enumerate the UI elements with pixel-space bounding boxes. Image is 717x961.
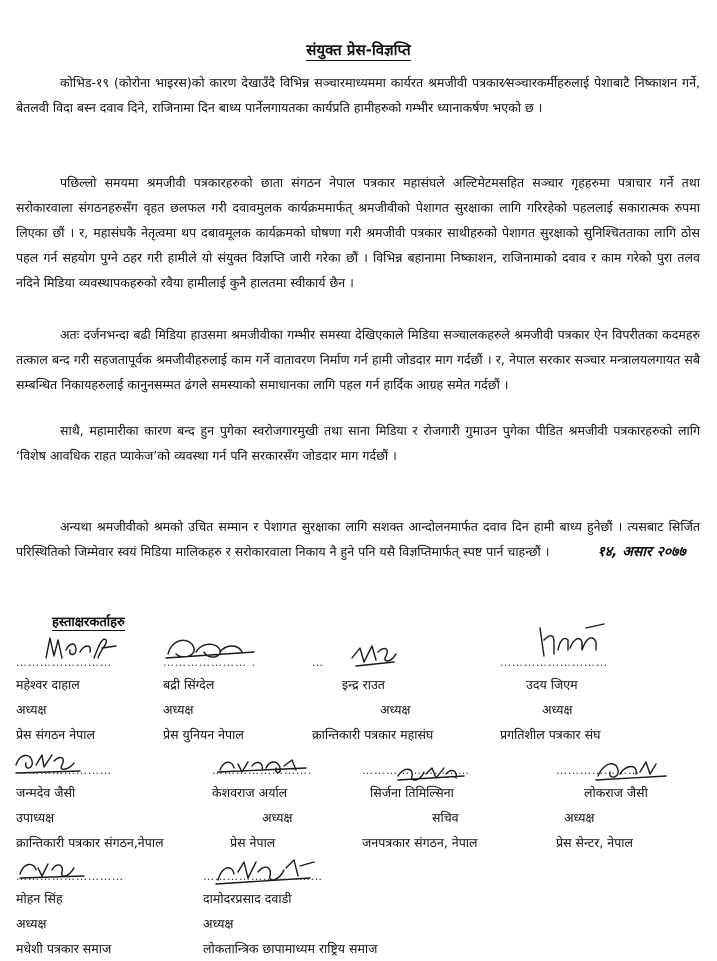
signature-line: …………………….: [212, 764, 313, 777]
signatory-9: [16, 868, 124, 961]
signatory-10: [203, 868, 377, 961]
signatory-role: अध्यक्ष: [203, 916, 234, 931]
signatory-name: लोकराज जैसी: [584, 785, 648, 800]
signatory-org: जनपत्रकार संगठन, नेपाल: [362, 835, 478, 850]
document-date: १४, असार २०७७: [597, 544, 686, 560]
signature-line: …………………: [556, 764, 640, 777]
signatory-3: [312, 654, 433, 747]
signature-line: ………………………: [16, 870, 124, 883]
signatories-heading-text: हस्ताक्षरकर्ताहरु: [52, 615, 125, 630]
signatory-org: क्रान्तिकारी पत्रकार महासंघ: [312, 727, 434, 742]
signatory-role: अध्यक्ष: [542, 702, 573, 717]
signatory-role: अध्यक्ष: [262, 810, 293, 825]
signatory-role: अध्यक्ष: [16, 916, 47, 931]
signatory-role: उपाध्यक्ष: [16, 810, 55, 825]
signatory-2: [163, 654, 256, 747]
signatory-5: [16, 762, 164, 855]
paragraph-2: पछिल्लो समयमा श्रमजीवी पत्रकारहरुको छाता संगठन नेपाल पत्रकार महासंघले अल्टिमेटमसहित सञ्चार गृहहरुमा पत्राचार गर्ने तथा सरोकारवाला संगठनहरुसँग वृहत छलफल गरी दवावमुलक कार्यक्रममार्फत् श्रमजीवीको पेशागत सुरक्षाका लागि गरिरहेको पहललाई सकारात्मक रुपमा लिएका छौं । र, महासंघकै नेतृत्वमा थप दबावमूलक कार्यक्रमको घोषणा गरी श्रमजीवी पत्रकार साथीहरुको पेशागत सुरक्षाको सुनिश्चितताका लागि ठोस पहल गर्न सहयोग पुग्ने ठहर गरी हामीले यो संयुक्त विज्ञप्ति जारी गरेका छौं । विभिन्न बहानामा निष्काशन, राजिनामाको दवाव र काम गरेको पुरा तलव नदिने मिडिया व्यवस्थापकहरुको रवैया हामीलाई कुनै हालतमा स्वीकार्य छैन ।: [16, 175, 700, 290]
signature-line: ………………………: [500, 656, 608, 669]
signature-line: ……………………: [16, 764, 112, 777]
document-title: [0, 40, 717, 60]
signatory-name: सिर्जना तिमिल्सिना: [370, 785, 454, 800]
signatory-8: [556, 762, 648, 855]
signature-line: …………………………: [203, 870, 323, 883]
signatory-role: सचिव: [432, 810, 459, 825]
paragraph-1: कोभिड-१९ (कोरोना भाइरस)को कारण देखाउँदै विभिन्न सञ्चारमाध्यममा कार्यरत श्रमजीवी पत्रकार⁄सञ्चारकर्मीहरुलाई पेशाबाटै निष्काशन गर्ने, बेतलवी विदा बस्न दवाव दिने, राजिनामा दिन बाध्य पार्नेलगायतका कार्यप्रति हामीहरुको गम्भीर ध्यानाकर्षण भएको छ ।: [16, 75, 700, 115]
paragraph-5-text: अन्यथा श्रमजीवीको श्रमको उचित सम्मान र पेशागत सुरक्षाका लागि सशक्त आन्दोलनमार्फत दवाव दिन हामी बाध्य हुनेछौं । त्यसबाट सिर्जित परिस्थितिको जिम्मेवार स्वयं मिडिया मालिकहरु र सरोकारवाला निकाय नै हुने पनि यसै विज्ञप्तिमार्फत् स्पष्ट पार्न चाहन्छौं ।: [16, 519, 700, 559]
paragraph-5: [16, 514, 700, 565]
signatory-name: केशवराज अर्याल: [212, 785, 288, 800]
signatory-name: जन्मदेव जैसी: [16, 785, 76, 800]
signatory-4: [500, 654, 608, 747]
title-text: संयुक्त प्रेस-विज्ञप्ति: [306, 41, 411, 59]
signatory-org: प्रेस युनियन नेपाल: [163, 727, 244, 742]
signatory-name: बद्री सिंग्देल: [163, 677, 215, 692]
signature-line: …: [312, 656, 324, 669]
paragraph-3: अतः दर्जनभन्दा बढी मिडिया हाउसमा श्रमजीवीका गम्भीर समस्या देखिएकाले मिडिया सञ्चालकहरुले श्रमजीवी पत्रकार ऐन विपरीतका कदमहरु तत्काल बन्द गरी सहजतापूर्वक श्रमजीवीहरुलाई काम गर्ने वातावरण निर्माण गर्न हामी जोडदार माग गर्दछौं । र, नेपाल सरकार सञ्चार मन्त्रालयलगायत सबै सम्बन्धित निकायहरुलाई कानुनसम्मत ढंगले समस्याको समाधानका लागि पहल गर्न हार्दिक आग्रह समेत गर्दछौं ।: [16, 327, 700, 392]
signatory-role: अध्यक्ष: [380, 702, 411, 717]
signatory-role: अध्यक्ष: [16, 702, 47, 717]
signatory-name: महेश्वर दाहाल: [16, 677, 80, 692]
signatory-name: उदय जिएम: [526, 677, 578, 692]
signatory-org: प्रगतिशील पत्रकार संघ: [500, 727, 601, 742]
signatory-name: दामोदरप्रसाद दवाडी: [203, 891, 292, 906]
signature-line: ………………………: [362, 764, 470, 777]
signatory-org: मधेशी पत्रकार समाज: [16, 941, 112, 956]
signatory-name: इन्द्र राउत: [342, 677, 385, 692]
signatory-name: मोहन सिंह: [16, 891, 63, 906]
signatory-org: प्रेस नेपाल: [230, 835, 276, 850]
signatory-role: अध्यक्ष: [564, 810, 595, 825]
signatory-6: [212, 762, 313, 855]
signatory-role: अध्यक्ष: [163, 702, 194, 717]
signatory-7: [362, 762, 478, 855]
signatory-org: लोकतान्त्रिक छापामाध्यम राष्ट्रिय समाज: [203, 941, 378, 956]
signatory-org: प्रेस संगठन नेपाल: [16, 727, 95, 742]
signatory-1: [16, 654, 112, 747]
signature-line: ………………… .: [163, 656, 256, 669]
signatory-org: क्रान्तिकारी पत्रकार संगठन,नेपाल: [16, 835, 164, 850]
signatory-org: प्रेस सेन्टर, नेपाल: [556, 835, 634, 850]
paragraph-4: साथै, महामारीका कारण बन्द हुन पुगेका स्वरोजगारमुखी तथा साना मिडिया र रोजगारी गुमाउन पुगेका पीडित श्रमजीवी पत्रकारहरुको लागि ‘विशेष आवधिक राहत प्याकेज’को व्यवस्था गर्न पनि सरकारसँग जोडदार माग गर्दछौं ।: [16, 423, 700, 463]
signature-line: ……………………: [16, 656, 112, 669]
